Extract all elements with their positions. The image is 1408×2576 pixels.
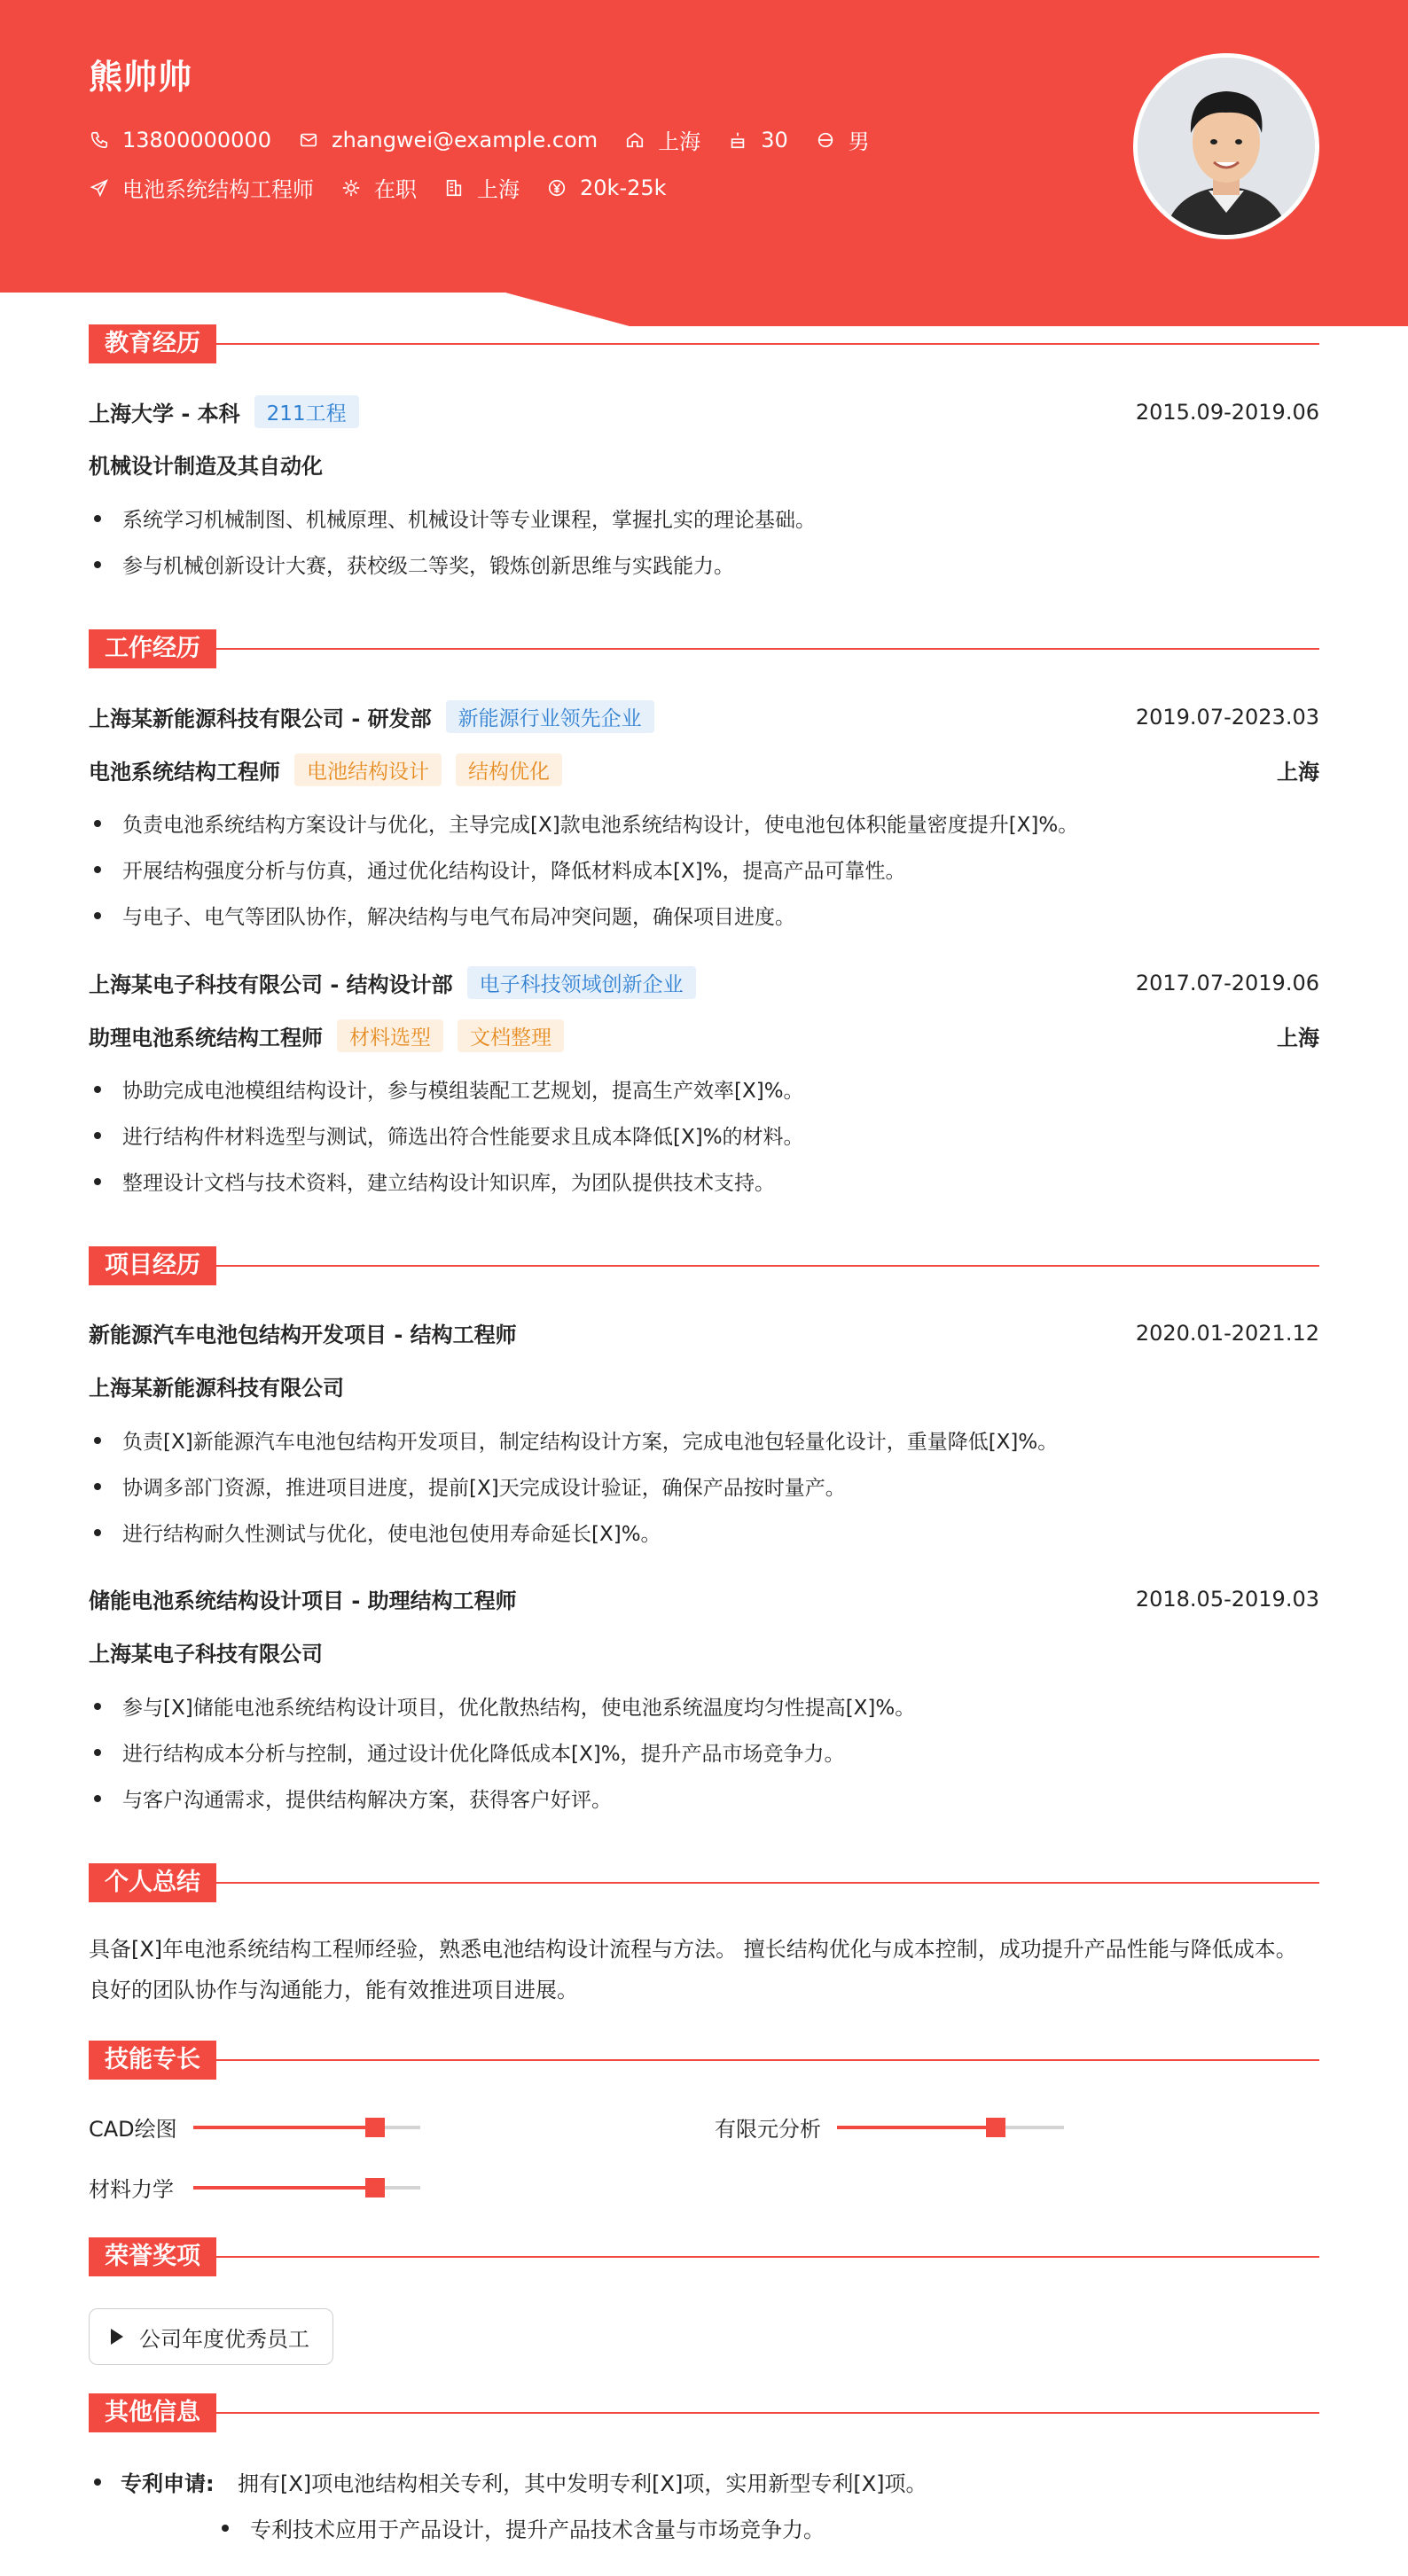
section-honors-title: 荣誉奖项 — [89, 2237, 216, 2276]
phone-item — [89, 128, 271, 152]
status-item — [340, 172, 417, 203]
patent-text: 专利技术应用于产品设计，提升产品技术含量与市场竞争力。 — [250, 2517, 825, 2542]
bullet-text: 与电子、电气等团队协作，解决结构与电气布局冲突问题，确保项目进度。 — [122, 906, 795, 929]
section-other — [89, 2393, 1319, 2432]
project-company-text: 上海某电子科技有限公司 — [89, 1642, 323, 1667]
project-period: 2020.01-2021.12 — [1135, 1320, 1319, 1346]
education-major — [89, 449, 1319, 480]
skill-knob — [365, 2118, 385, 2137]
company-badge: 电子科技领域创新企业 — [467, 966, 696, 999]
section-divider — [216, 2059, 1319, 2061]
work-role-row — [89, 753, 1319, 786]
status-text: 在职 — [374, 177, 417, 202]
bullet-dot — [94, 912, 101, 919]
section-other-title: 其他信息 — [89, 2393, 216, 2432]
send-icon — [89, 177, 110, 199]
list-item — [89, 1074, 1319, 1104]
bullet-dot — [94, 1437, 101, 1444]
section-skills — [89, 2041, 1319, 2080]
section-divider — [216, 1882, 1319, 1884]
project-period: 2018.05-2019.03 — [1135, 1586, 1319, 1612]
phone-icon — [89, 129, 110, 151]
work-period: 2019.07-2023.03 — [1135, 704, 1319, 730]
bullet-text: 进行结构耐久性测试与优化，使电池包使用寿命延长[X]%。 — [122, 1523, 661, 1546]
section-divider — [216, 2256, 1319, 2258]
bullet-dot — [94, 1132, 101, 1139]
skill-label: CAD绘图 — [89, 2117, 177, 2142]
role-tag: 结构优化 — [456, 753, 562, 786]
bullet-dot — [94, 561, 101, 568]
job-title-item — [89, 172, 314, 203]
building-icon — [443, 177, 465, 199]
avatar-portrait — [1138, 58, 1315, 235]
role-tag: 文档整理 — [458, 1019, 564, 1052]
skill-item — [89, 2172, 420, 2203]
skill-knob — [986, 2118, 1005, 2137]
role-tag: 材料选型 — [337, 1019, 443, 1052]
bullet-text: 负责电池系统结构方案设计与优化，主导完成[X]款电池系统结构设计，使电池包体积能量密度提升[X]%。 — [122, 814, 1079, 837]
section-honors — [89, 2237, 1319, 2276]
job-title-text: 电池系统结构工程师 — [122, 177, 314, 202]
list-item — [89, 808, 1319, 838]
gender-icon — [815, 129, 836, 151]
work-company-row — [89, 700, 1319, 733]
list-item — [89, 550, 1319, 579]
list-item — [89, 2466, 927, 2497]
status-icon — [340, 177, 362, 199]
bullet-dot — [94, 515, 101, 522]
bullet-text: 参与机械创新设计大赛，获校级二等奖，锻炼创新思维与实践能力。 — [122, 555, 734, 578]
section-divider — [216, 2412, 1319, 2414]
summary-line: 良好的团队协作与沟通能力，能有效推进项目进展。 — [89, 1978, 578, 2002]
bullet-text: 协助完成电池模组结构设计，参与模组装配工艺规划，提高生产效率[X]%。 — [122, 1080, 804, 1103]
patent-label: 专利申请: — [121, 2471, 215, 2496]
bullet-dot — [94, 1529, 101, 1536]
bullet-dot — [94, 1749, 101, 1756]
email-text: zhangwei@example.com — [331, 127, 598, 152]
role-title: 电池系统结构工程师 — [89, 760, 280, 785]
bullet-dot — [222, 2525, 229, 2532]
summary-line: 具备[X]年电池系统结构工程师经验，熟悉电池结构设计流程与方法。 擅长结构优化与成本控制，成功提升产品性能与降低成本。 — [89, 1937, 1297, 1962]
bullet-dot — [94, 1795, 101, 1802]
list-item — [89, 1471, 1319, 1501]
skill-knob — [365, 2178, 385, 2197]
cake-icon — [727, 129, 748, 151]
bullet-text: 参与[X]储能电池系统结构设计项目，优化散热结构，使电池系统温度均匀性提高[X]%。 — [122, 1697, 916, 1720]
skill-item — [89, 2112, 420, 2143]
project-name: 储能电池系统结构设计项目 - 助理结构工程师 — [89, 1589, 517, 1613]
salary-item — [546, 176, 667, 200]
bullet-text: 整理设计文档与技术资料，建立结构设计知识库，为团队提供技术支持。 — [122, 1172, 775, 1195]
age-text: 30 — [761, 127, 788, 152]
bullet-text: 系统学习机械制图、机械原理、机械设计等专业课程，掌握扎实的理论基础。 — [122, 509, 816, 532]
work-company-row — [89, 966, 1319, 999]
project-header — [89, 1317, 1319, 1348]
target-city-text: 上海 — [477, 177, 520, 202]
list-item — [89, 855, 1319, 884]
job-row — [89, 172, 693, 203]
home-icon — [624, 129, 645, 151]
section-divider — [216, 1265, 1319, 1267]
education-header — [89, 395, 1319, 428]
list-item — [89, 1691, 1319, 1721]
work-location: 上海 — [1277, 1026, 1319, 1050]
candidate-name: 熊帅帅 — [89, 58, 193, 97]
bullet-dot — [94, 1178, 101, 1185]
resume-header — [0, 0, 1408, 326]
list-item — [89, 1784, 1319, 1813]
contact-row — [89, 124, 896, 155]
education-period: 2015.09-2019.06 — [1135, 399, 1319, 425]
skill-fill — [193, 2126, 375, 2129]
email-item — [298, 128, 598, 152]
award-text: 公司年度优秀员工 — [139, 2326, 309, 2352]
major-text: 机械设计制造及其自动化 — [89, 454, 323, 479]
phone-text: 13800000000 — [122, 127, 271, 152]
bullet-dot — [94, 1086, 101, 1093]
skill-item — [715, 2112, 1064, 2143]
school-name: 上海大学 - 本科 — [89, 402, 240, 426]
skill-fill — [193, 2186, 375, 2190]
age-item — [727, 128, 788, 152]
company-name: 上海某新能源科技有限公司 - 研发部 — [89, 706, 432, 731]
section-skills-title: 技能专长 — [89, 2041, 216, 2080]
list-item — [89, 1425, 1319, 1455]
yuan-icon — [546, 177, 567, 199]
bullet-text: 协调多部门资源，推进项目进度，提前[X]天完成设计验证，确保产品按时量产。 — [122, 1477, 846, 1500]
section-education-title: 教育经历 — [89, 324, 216, 363]
section-divider — [216, 343, 1319, 345]
city-text: 上海 — [658, 129, 701, 154]
bullet-dot — [94, 866, 101, 873]
play-icon — [111, 2329, 123, 2345]
bullet-dot — [94, 1483, 101, 1490]
project-company — [89, 1636, 1319, 1667]
skill-label: 有限元分析 — [715, 2117, 821, 2142]
work-period: 2017.07-2019.06 — [1135, 970, 1319, 995]
skill-fill — [837, 2126, 996, 2129]
skill-label: 材料力学 — [89, 2177, 174, 2202]
list-item — [222, 2512, 825, 2543]
gender-item — [815, 124, 870, 155]
project-header — [89, 1583, 1319, 1614]
company-name: 上海某电子科技有限公司 - 结构设计部 — [89, 972, 453, 997]
company-badge: 新能源行业领先企业 — [446, 700, 654, 733]
work-location: 上海 — [1277, 760, 1319, 785]
gender-text: 男 — [848, 129, 870, 154]
skill-bar — [193, 2126, 420, 2129]
bullet-text: 开展结构强度分析与仿真，通过优化结构设计，降低材料成本[X]%，提高产品可靠性。 — [122, 860, 906, 883]
section-projects — [89, 1246, 1319, 1285]
bullet-text: 进行结构成本分析与控制，通过设计优化降低成本[X]%，提升产品市场竞争力。 — [122, 1743, 845, 1766]
bullet-dot — [94, 820, 101, 827]
section-education — [89, 324, 1319, 363]
school-badge: 211工程 — [254, 395, 359, 428]
section-work-title: 工作经历 — [89, 629, 216, 668]
section-summary-title: 个人总结 — [89, 1863, 216, 1902]
list-item — [89, 1737, 1319, 1767]
avatar — [1133, 53, 1319, 239]
section-divider — [216, 648, 1319, 650]
city-item — [624, 124, 700, 155]
list-item — [89, 1167, 1319, 1196]
summary-text — [89, 1929, 1319, 2010]
role-tag: 电池结构设计 — [294, 753, 442, 786]
project-company — [89, 1370, 1319, 1401]
section-work — [89, 629, 1319, 668]
section-projects-title: 项目经历 — [89, 1246, 216, 1285]
patent-text: 拥有[X]项电池结构相关专利，其中发明专利[X]项，实用新型专利[X]项。 — [238, 2471, 927, 2496]
section-summary — [89, 1863, 1319, 1902]
bullet-dot — [94, 2478, 101, 2486]
work-role-row — [89, 1019, 1319, 1052]
skill-bar — [193, 2186, 420, 2190]
bullet-text: 负责[X]新能源汽车电池包结构开发项目，制定结构设计方案，完成电池包轻量化设计，重量降低[X]%。 — [122, 1431, 1059, 1454]
bullet-text: 进行结构件材料选型与测试，筛选出符合性能要求且成本降低[X]%的材料。 — [122, 1126, 804, 1149]
mail-icon — [298, 129, 319, 151]
bullet-text: 与客户沟通需求，提供结构解决方案，获得客户好评。 — [122, 1789, 612, 1812]
skill-bar — [837, 2126, 1064, 2129]
salary-text: 20k-25k — [580, 175, 667, 200]
bullet-dot — [94, 1703, 101, 1710]
award-chip[interactable] — [89, 2308, 333, 2365]
list-item — [89, 1518, 1319, 1547]
list-item — [89, 901, 1319, 930]
list-item — [89, 503, 1319, 533]
role-title: 助理电池系统结构工程师 — [89, 1026, 323, 1050]
target-city-item — [443, 172, 520, 203]
project-name: 新能源汽车电池包结构开发项目 - 结构工程师 — [89, 1323, 517, 1347]
list-item — [89, 1120, 1319, 1150]
project-company-text: 上海某新能源科技有限公司 — [89, 1376, 344, 1401]
